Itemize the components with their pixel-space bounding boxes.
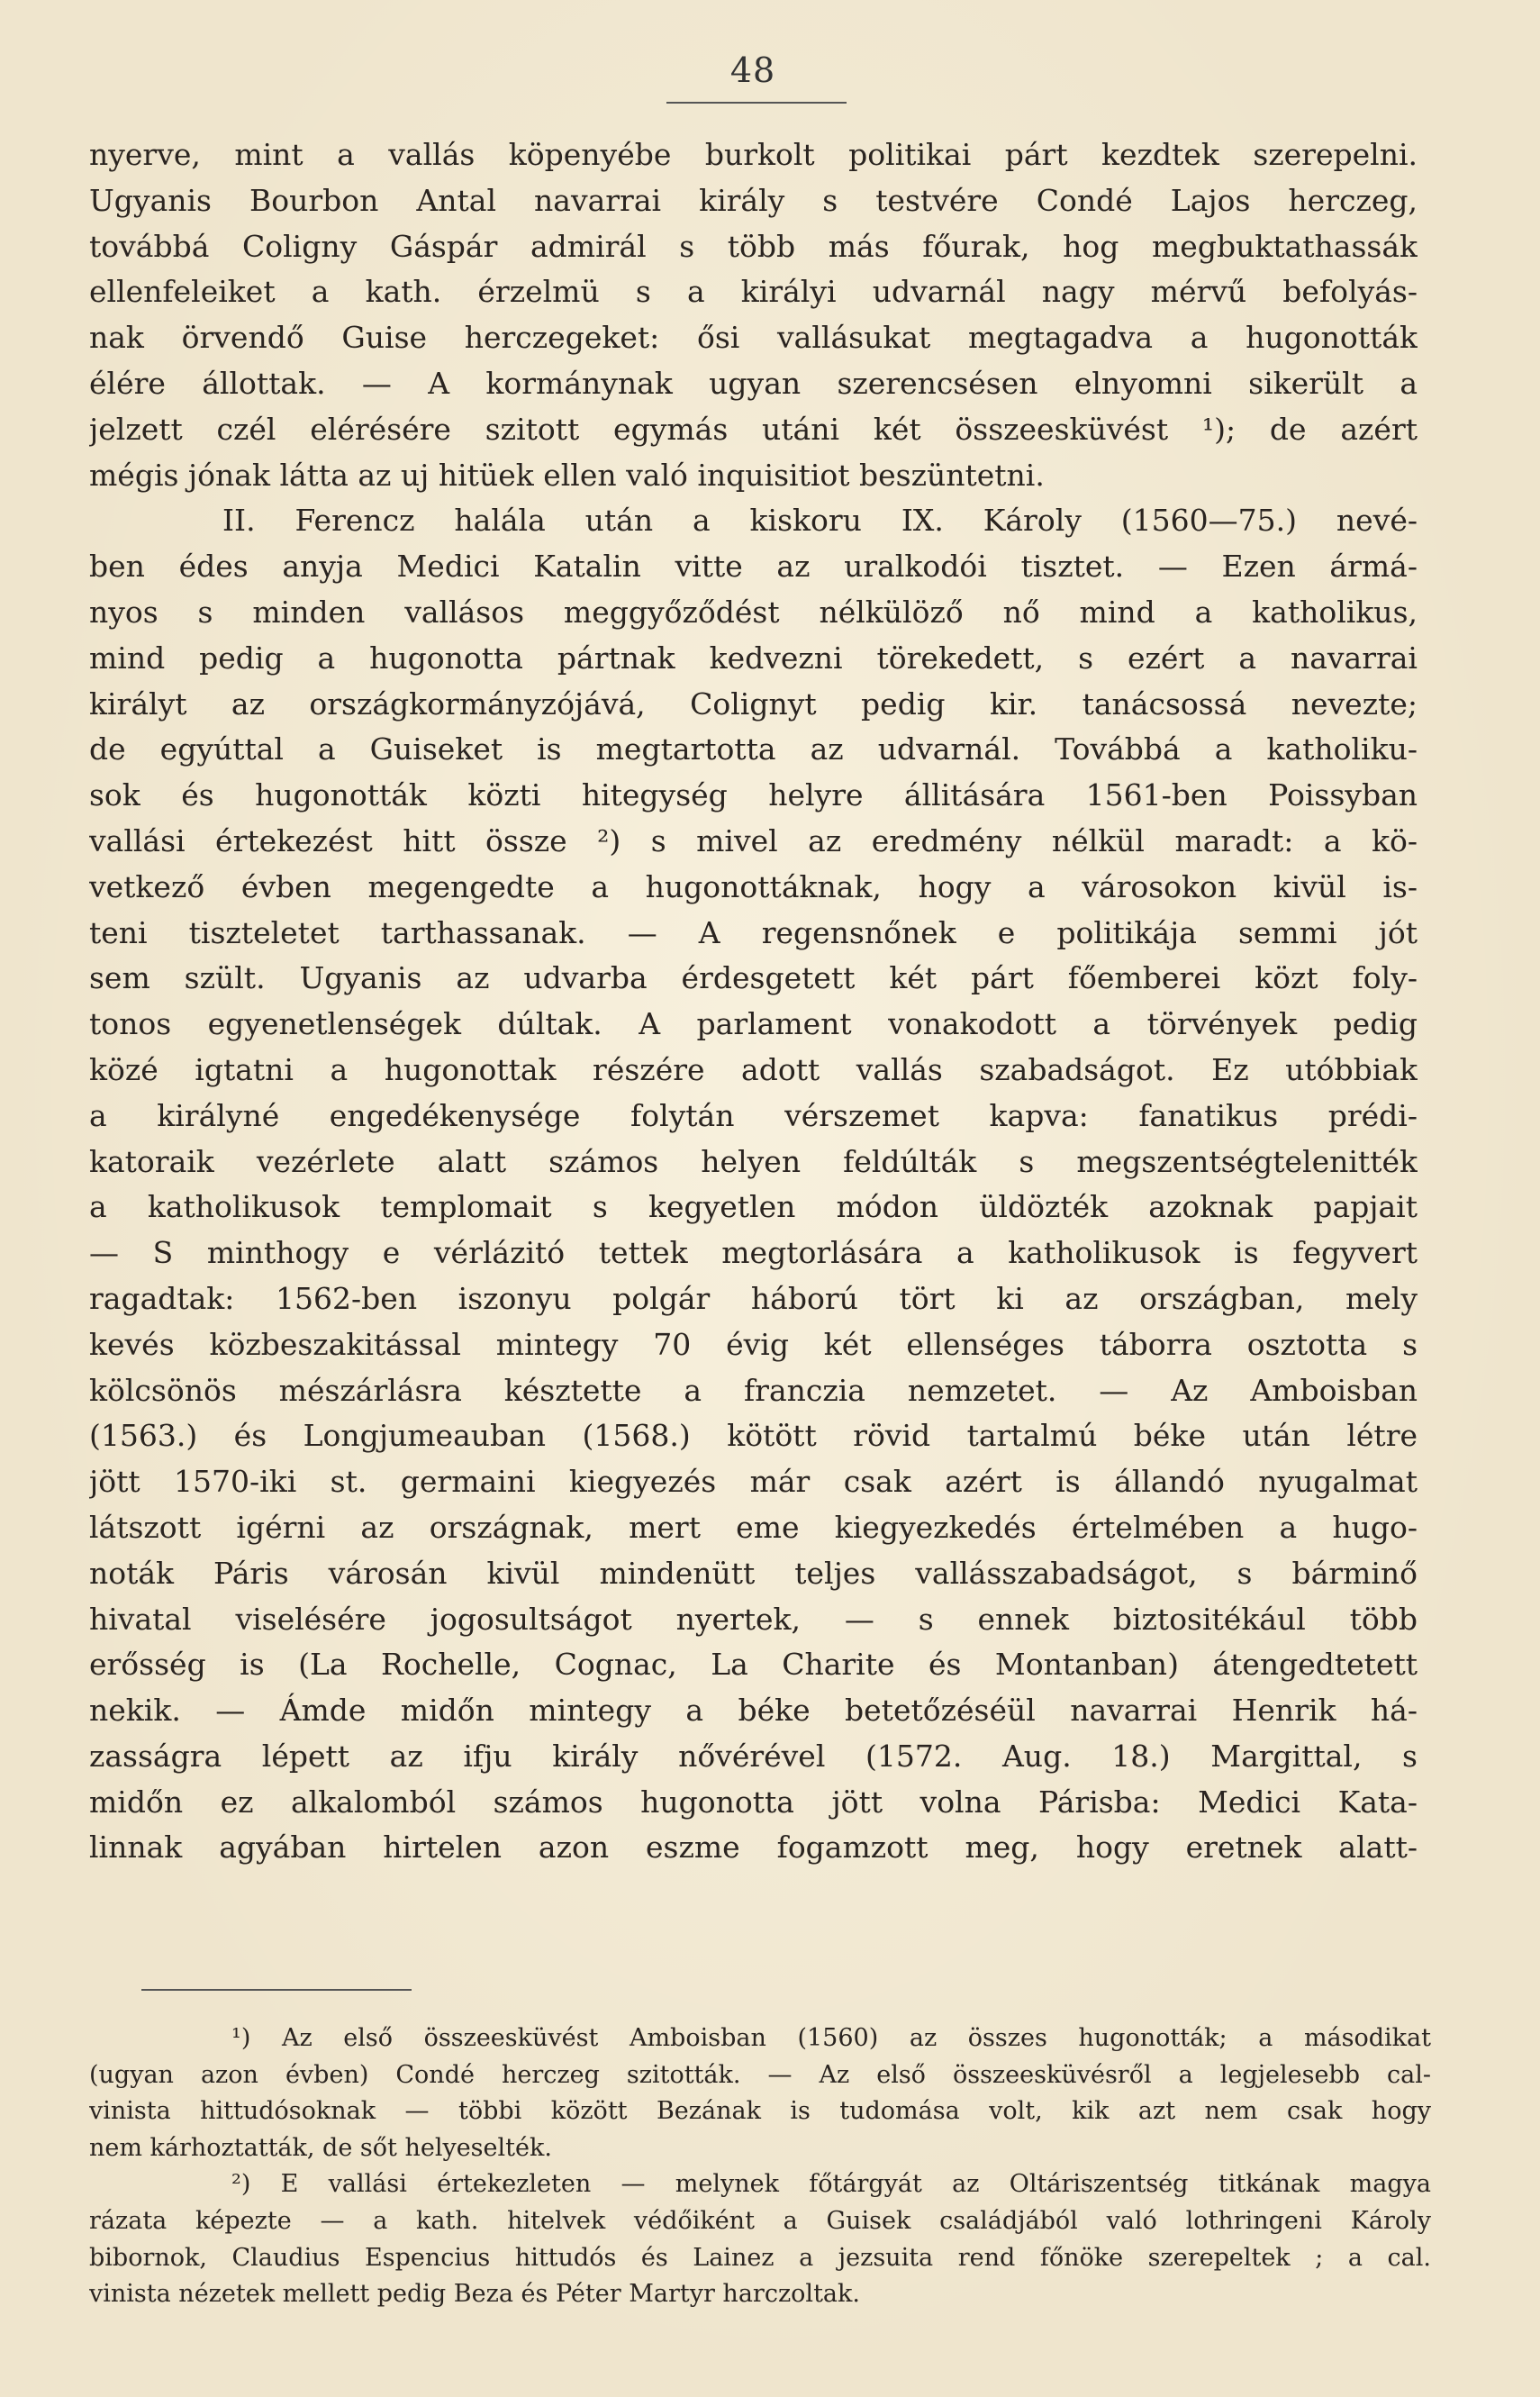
footnote-line: ²) E vallási értekezleten — melynek főtárgyát az Oltáriszentség titkának magya bbox=[231, 2170, 1431, 2199]
text-line: ben édes anyja Medici Katalin vitte az uralkodói tisztet. — Ezen ármá- bbox=[89, 549, 1418, 585]
text-line: (1563.) és Longjumeauban (1568.) kötött rövid tartalmú béke után létre bbox=[89, 1418, 1418, 1454]
text-line: vallási értekezést hitt össze ²) s mivel az eredmény nélkül maradt: a kö- bbox=[89, 822, 1418, 858]
text-line: nyos s minden vallásos meggyőződést nélkülöző nő mind a katholikus, bbox=[89, 594, 1418, 630]
text-line: nak örvendő Guise herczegeket: ősi vallásukat megtagadva a hugonották bbox=[89, 320, 1418, 356]
text-line: sok és hugonották közti hitegység helyre állitására 1561-ben Poissyban bbox=[89, 777, 1418, 813]
text-line: ellenfeleiket a kath. érzelmü s a királyi udvarnál nagy mérvű befolyás- bbox=[89, 274, 1418, 310]
text-line: midőn ez alkalomból számos hugonotta jött volna Párisba: Medici Kata- bbox=[89, 1784, 1418, 1820]
text-line: a királyné engedékenysége folytán vérszemet kapva: fanatikus prédi- bbox=[89, 1097, 1418, 1133]
text-line: jelzett czél elérésére szitott egymás utáni két összeesküvést ¹); de azért bbox=[89, 411, 1418, 447]
text-line: teni tiszteletet tarthassanak. — A regensnőnek e politikája semmi jót bbox=[89, 914, 1418, 950]
footnote-line: bibornok, Claudius Espencius hittudós és Lainez a jezsuita rend főnöke szerepeltek ; a cal. bbox=[89, 2243, 1431, 2272]
text-line: erősség is (La Rochelle, Cognac, La Charite és Montanban) átengedtetett bbox=[89, 1647, 1418, 1683]
footnotes bbox=[89, 2020, 1431, 2313]
footnote-line: rázata képezte — a kath. hitelvek védőiként a Guisek családjából való lothringeni Károly bbox=[89, 2206, 1431, 2235]
footnote-line: vinista nézetek mellett pedig Beza és Péter Martyr harczoltak. bbox=[89, 2280, 860, 2309]
text-line: mégis jónak látta az uj hitüek ellen való inquisitiot beszüntetni. bbox=[89, 457, 1045, 493]
footnote-line: (ugyan azon évben) Condé herczeg szitották. — Az első összeesküvésről a legjelesebb cal- bbox=[89, 2060, 1431, 2089]
footnote-line: ¹) Az első összeesküvést Amboisban (1560) az összes hugonották; a másodikat bbox=[231, 2024, 1431, 2052]
text-line: hivatal viselésére jogosultságot nyertek, — s ennek biztositékául több bbox=[89, 1601, 1418, 1637]
text-line: továbbá Coligny Gáspár admirál s több más főurak, hog megbuktathassák bbox=[89, 228, 1418, 264]
text-line: de egyúttal a Guiseket is megtartotta az udvarnál. Továbbá a katholiku- bbox=[89, 731, 1418, 767]
text-line: — S minthogy e vérlázitó tettek megtorlására a katholikusok is fegyvert bbox=[89, 1235, 1418, 1271]
text-line: kölcsönös mészárlásra késztette a franczia nemzetet. — Az Amboisban bbox=[89, 1372, 1418, 1408]
text-line: nyerve, mint a vallás köpenyébe burkolt politikai párt kezdtek szerepelni. bbox=[89, 137, 1418, 172]
text-line: linnak agyában hirtelen azon eszme fogamzott meg, hogy eretnek alatt- bbox=[89, 1830, 1418, 1866]
text-line: ragadtak: 1562-ben iszonyu polgár háború tört ki az országban, mely bbox=[89, 1280, 1418, 1316]
page-number: 48 bbox=[729, 50, 776, 90]
text-line: katoraik vezérlete alatt számos helyen feldúlták s megszentségtelenitték bbox=[89, 1143, 1418, 1179]
page-number-rule bbox=[666, 102, 847, 104]
text-line: zasságra lépett az ifju király nővérével (1572. Aug. 18.) Margittal, s bbox=[89, 1738, 1418, 1774]
text-line: noták Páris városán kivül mindenütt teljes vallásszabadságot, s bárminő bbox=[89, 1555, 1418, 1591]
text-line: a katholikusok templomait s kegyetlen módon üldözték azoknak papjait bbox=[89, 1189, 1418, 1225]
text-line: látszott igérni az országnak, mert eme kiegyezkedés értelmében a hugo- bbox=[89, 1509, 1418, 1545]
text-line: közé igtatni a hugonottak részére adott vallás szabadságot. Ez utóbbiak bbox=[89, 1051, 1418, 1087]
text-line: jött 1570-iki st. germaini kiegyezés már csak azért is állandó nyugalmat bbox=[89, 1464, 1418, 1500]
text-line: vetkező évben megengedte a hugonottáknak, hogy a városokon kivül is- bbox=[89, 868, 1418, 904]
main-text bbox=[89, 132, 1418, 1871]
footnote-line: vinista hittudósoknak — többi között Bezának is tudomása volt, kik azt nem csak hogy bbox=[89, 2097, 1431, 2126]
text-line: kevés közbeszakitással mintegy 70 évig két ellenséges táborra osztotta s bbox=[89, 1326, 1418, 1362]
text-line: élére állottak. — A kormánynak ugyan szerencsésen elnyomni sikerült a bbox=[89, 365, 1418, 401]
text-line: királyt az országkormányzójává, Colignyt pedig kir. tanácsossá nevezte; bbox=[89, 686, 1418, 722]
footnote-line: nem kárhoztatták, de sőt helyeselték. bbox=[89, 2133, 552, 2162]
text-line: sem szült. Ugyanis az udvarba érdesgetett két párt főemberei közt foly- bbox=[89, 960, 1418, 996]
footnote-rule bbox=[141, 1989, 412, 1991]
text-line: tonos egyenetlenségek dúltak. A parlament vonakodott a törvények pedig bbox=[89, 1006, 1418, 1042]
text-line: nekik. — Ámde midőn mintegy a béke betetőzéséül navarrai Henrik há- bbox=[89, 1693, 1418, 1729]
text-line: mind pedig a hugonotta pártnak kedvezni törekedett, s ezért a navarrai bbox=[89, 640, 1418, 676]
text-line: Ugyanis Bourbon Antal navarrai király s testvére Condé Lajos herczeg, bbox=[89, 182, 1418, 218]
text-line: II. Ferencz halála után a kiskoru IX. Károly (1560—75.) nevé- bbox=[222, 503, 1418, 539]
